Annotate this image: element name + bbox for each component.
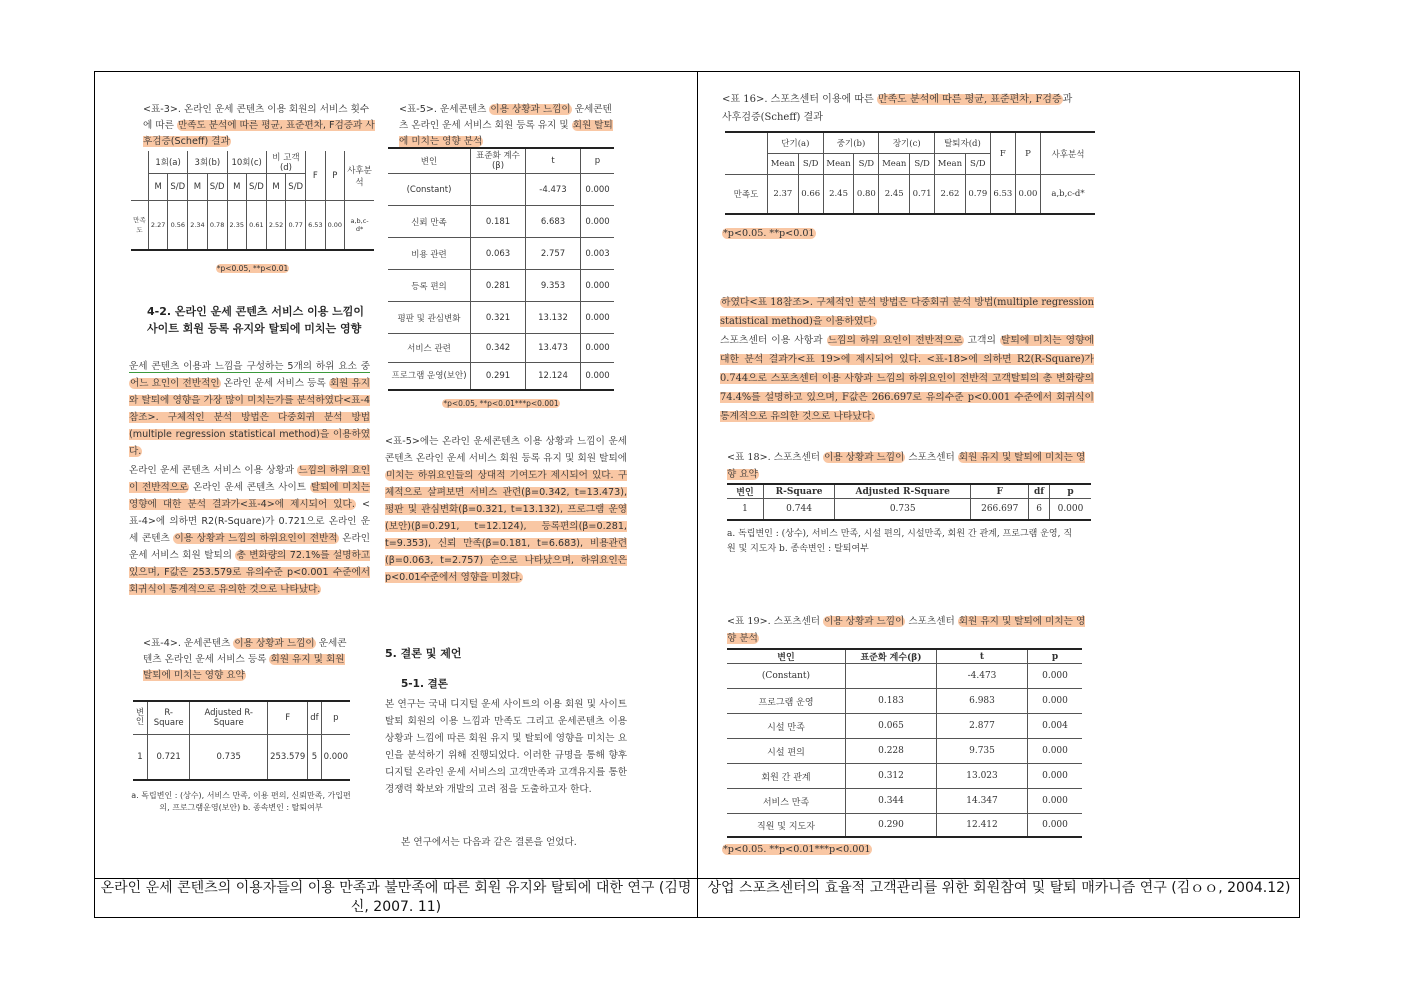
para-42-1: 운세 콘텐츠 이용과 느낌을 구성하는 5개의 하위 요소 중 어느 요인이 전반적인 온라인 운세 서비스 등록 회원 유지와 탈퇴에 영향을 가장 많이 미치는가를 분석하였다<표-4 참조>. 구체적인 분석 방법은 다중회귀 분석 방법(multiple regression statistical method)을 이용하였다. — [129, 361, 370, 457]
right-para-2: 스포츠센터 이용 사항과 느낌의 하위 요인이 전반적으로 고객의 탈퇴에 미치는 영향에 대한 분석 결과가<표 19>에 제시되어 있다. <표-18>에 의하면 R2(R-Square)가 0.744으로 스포츠센터 이용 사항과 느낌의 하위요인이 전반적 고객탈퇴의 총 변화량의 74.4%를 설명하고 있으며, F값은 266.697로 유의수준 p<0.001 수준에서 회귀식이 통계적으로 유의한 것으로 나타났다. — [720, 335, 1095, 422]
table-4: 변인 R-Square Adjusted R-Square F df p 1 0.721 0.735 253.579 5 0.000 — [133, 700, 350, 781]
para-42-2: 온라인 운세 콘텐츠 서비스 이용 상황과 느낌의 하위 요인이 전반적으로 온라인 운세 콘텐츠 사이트 탈퇴에 미치는 영향에 대한 분석 결과가<표-4>에 제시되어 있다. <표-4>에 의하면 R2(R-Square)가 0.721으로 온라인 운세 콘텐츠 이용 상황과 느낌의 하위요인이 전반적 온라인 운세 서비스 회원 탈퇴의 총 변화량의 72.1%를 설명하고 있으며, F값은 253.579로 유의수준 p<0.001 수준에서 회귀식이 통계적으로 유의한 것으로 나타났다. — [129, 465, 370, 595]
t3-title: <표-3>. 온라인 운세 콘텐츠 이용 회원의 서비스 횟수에 따른 만족도 분석에 따른 평균, 표준편차, F검증과 사후검증(Scheff) 결과 — [143, 104, 375, 147]
para-conclusion-2: 본 연구에서는 다음과 같은 결론을 얻었다. — [401, 837, 577, 848]
table-18: 변인 R-Square Adjusted R-Square F df p 1 0.744 0.735 266.697 6 0.000 — [727, 483, 1091, 521]
column-divider — [697, 71, 698, 918]
t4-note: a. 독립변인 : (상수), 서비스 만족, 이용 편의, 신뢰만족, 가입편의, 프로그램운영(보안) b. 종속변인 : 탈퇴여부 — [131, 791, 351, 812]
para-t5-desc: <표-5>에는 온라인 운세콘텐츠 이용 상황과 느낌이 운세 콘텐츠 온라인 운세 서비스 회원 등록 유지 및 회원 탈퇴에 미치는 하위요인들의 상대적 기여도가 제시되어 있다. 구체적으로 살펴보면 서비스 관련(β=0.342, t=13.473), 평판 및 관심변화(β=0.321, t=13.132), 프로그램 운영(보안)(β=0.291, t=12.124), 등록편의(β=0.281, t=9.353), 신뢰 만족(β=0.181, t=6.683), 비용관련(β=0.063, t=2.757) 순으로 나타났으며, 하위요인은 p<0.01수준에서 영향을 미쳤다. — [385, 436, 627, 583]
t18-note: a. 독립변인 : (상수), 서비스 만족, 시설 편의, 시설만족, 회원 간 관계, 프로그램 운영, 직원 및 지도자 b. 종속변인 : 탈퇴여부 — [727, 529, 1073, 554]
t19-note: *p<0.05. **p<0.01***p<0.001 — [723, 844, 871, 855]
table-5: 변인 표준화 계수(β) t p (Constant) -4.473 0.000 신뢰 만족 0.181 6.683 0.000 비용 관련 0.063 2.757 0.003 등록 편의 0.281 9.353 0.000 평판 및 관심변화 0.321 13.132 0.000 서비스 관련 0.342 13.473 0.000 프로그램 운영(보안) 0.291 12.124 0.000 — [388, 147, 614, 391]
table-19: 변인 표준화 계수(β) t p (Constant) -4.473 0.000 프로그램 운영 0.183 6.983 0.000 시설 만족 0.065 2.877 0.004 시설 편의 0.228 9.735 0.000 회원 간 관계 0.312 13.023 0.000 서비스 만족 0.344 14.347 0.000 직원 및 지도자 0.290 12.412 0.000 — [727, 648, 1082, 838]
table-3: 1회(a) 3회(b) 10회(c) 비 고객(d) F P 사후분석 M S/D M S/D M S/D M S/D 만족도 2.27 0.56 2.34 0.78 2.35 0.61 2.52 0.77 6.53 0.00 a,b,c-d* — [131, 151, 374, 251]
t3-note: *p<0.05, **p<0.01 — [216, 264, 289, 273]
section-4-2-heading: 4-2. 온라인 운세 콘텐츠 서비스 이용 느낌이 사이트 회원 등록 유지와 탈퇴에 미치는 영향 — [147, 305, 365, 335]
section-5-1-heading: 5-1. 결론 — [401, 678, 448, 690]
t18-title: <표 18>. 스포츠센터 이용 상황과 느낌이 스포츠센터 회원 유지 및 탈퇴에 미치는 영향 요약 — [727, 452, 1086, 480]
t16-note: *p<0.05. **p<0.01 — [723, 228, 815, 239]
left-caption: 온라인 운세 콘텐츠의 이용자들의 이용 만족과 불만족에 따른 회원 유지와 탈퇴에 대한 연구 (김명신, 2007. 11) — [100, 880, 692, 915]
section-5-heading: 5. 결론 및 제언 — [385, 647, 462, 660]
right-para-1: 하였다<표 18참조>. 구체적인 분석 방법은 다중회귀 분석 방법(multiple regression statistical method)을 이용하였다. — [720, 297, 1094, 327]
t5-title: <표-5>. 운세콘텐츠 이용 상황과 느낌이 운세콘텐츠 온라인 운세 서비스 회원 등록 유지 및 회원 탈퇴에 미치는 영향 분석 — [399, 104, 613, 147]
t4-title: <표-4>. 운세콘텐츠 이용 상황과 느낌이 운세콘텐츠 온라인 운세 서비스 등록 회원 유지 및 회원 탈퇴에 미치는 영향 요약 — [143, 638, 347, 681]
t16-title: <표 16>. 스포츠센터 이용에 따른 만족도 분석에 따른 평균, 표준편차, F검증과 사후검증(Scheff) 결과 — [722, 94, 1073, 123]
table-16: 단기(a) 중기(b) 장기(c) 탈퇴자(d) F P 사후분석 Mean S/D Mean S/D Mean S/D Mean S/D 만족도 2.37 0.66 2.45 0.80 2.45 0.71 2.62 0.79 6.53 0.00 a,b,c-d* — [725, 131, 1095, 215]
t19-title: <표 19>. 스포츠센터 이용 상황과 느낌이 스포츠센터 회원 유지 및 탈퇴에 미치는 영향 분석 — [727, 616, 1086, 644]
right-caption: 상업 스포츠센터의 효율적 고객관리를 위한 회원참여 및 탈퇴 매카니즘 연구 (김ｏｏ, 2004.12) — [707, 880, 1291, 896]
t5-note: *p<0.05, **p<0.01***p<0.001 — [443, 399, 559, 408]
para-conclusion: 본 연구는 국내 디지털 운세 사이트의 이용 회원 및 사이트 탈퇴 회원의 이용 느낌과 만족도 그리고 운세콘텐츠 이용 상황과 느낌에 따른 회원 유지 및 탈퇴에 영향을 미치는 요인을 분석하기 위해 진행되었다. 이러한 규명을 통해 향후 디지털 온라인 운세 서비스의 고객만족과 고객유지를 통한 경쟁력 확보와 개발의 고려 점을 도출하고자 한다. — [385, 699, 627, 795]
